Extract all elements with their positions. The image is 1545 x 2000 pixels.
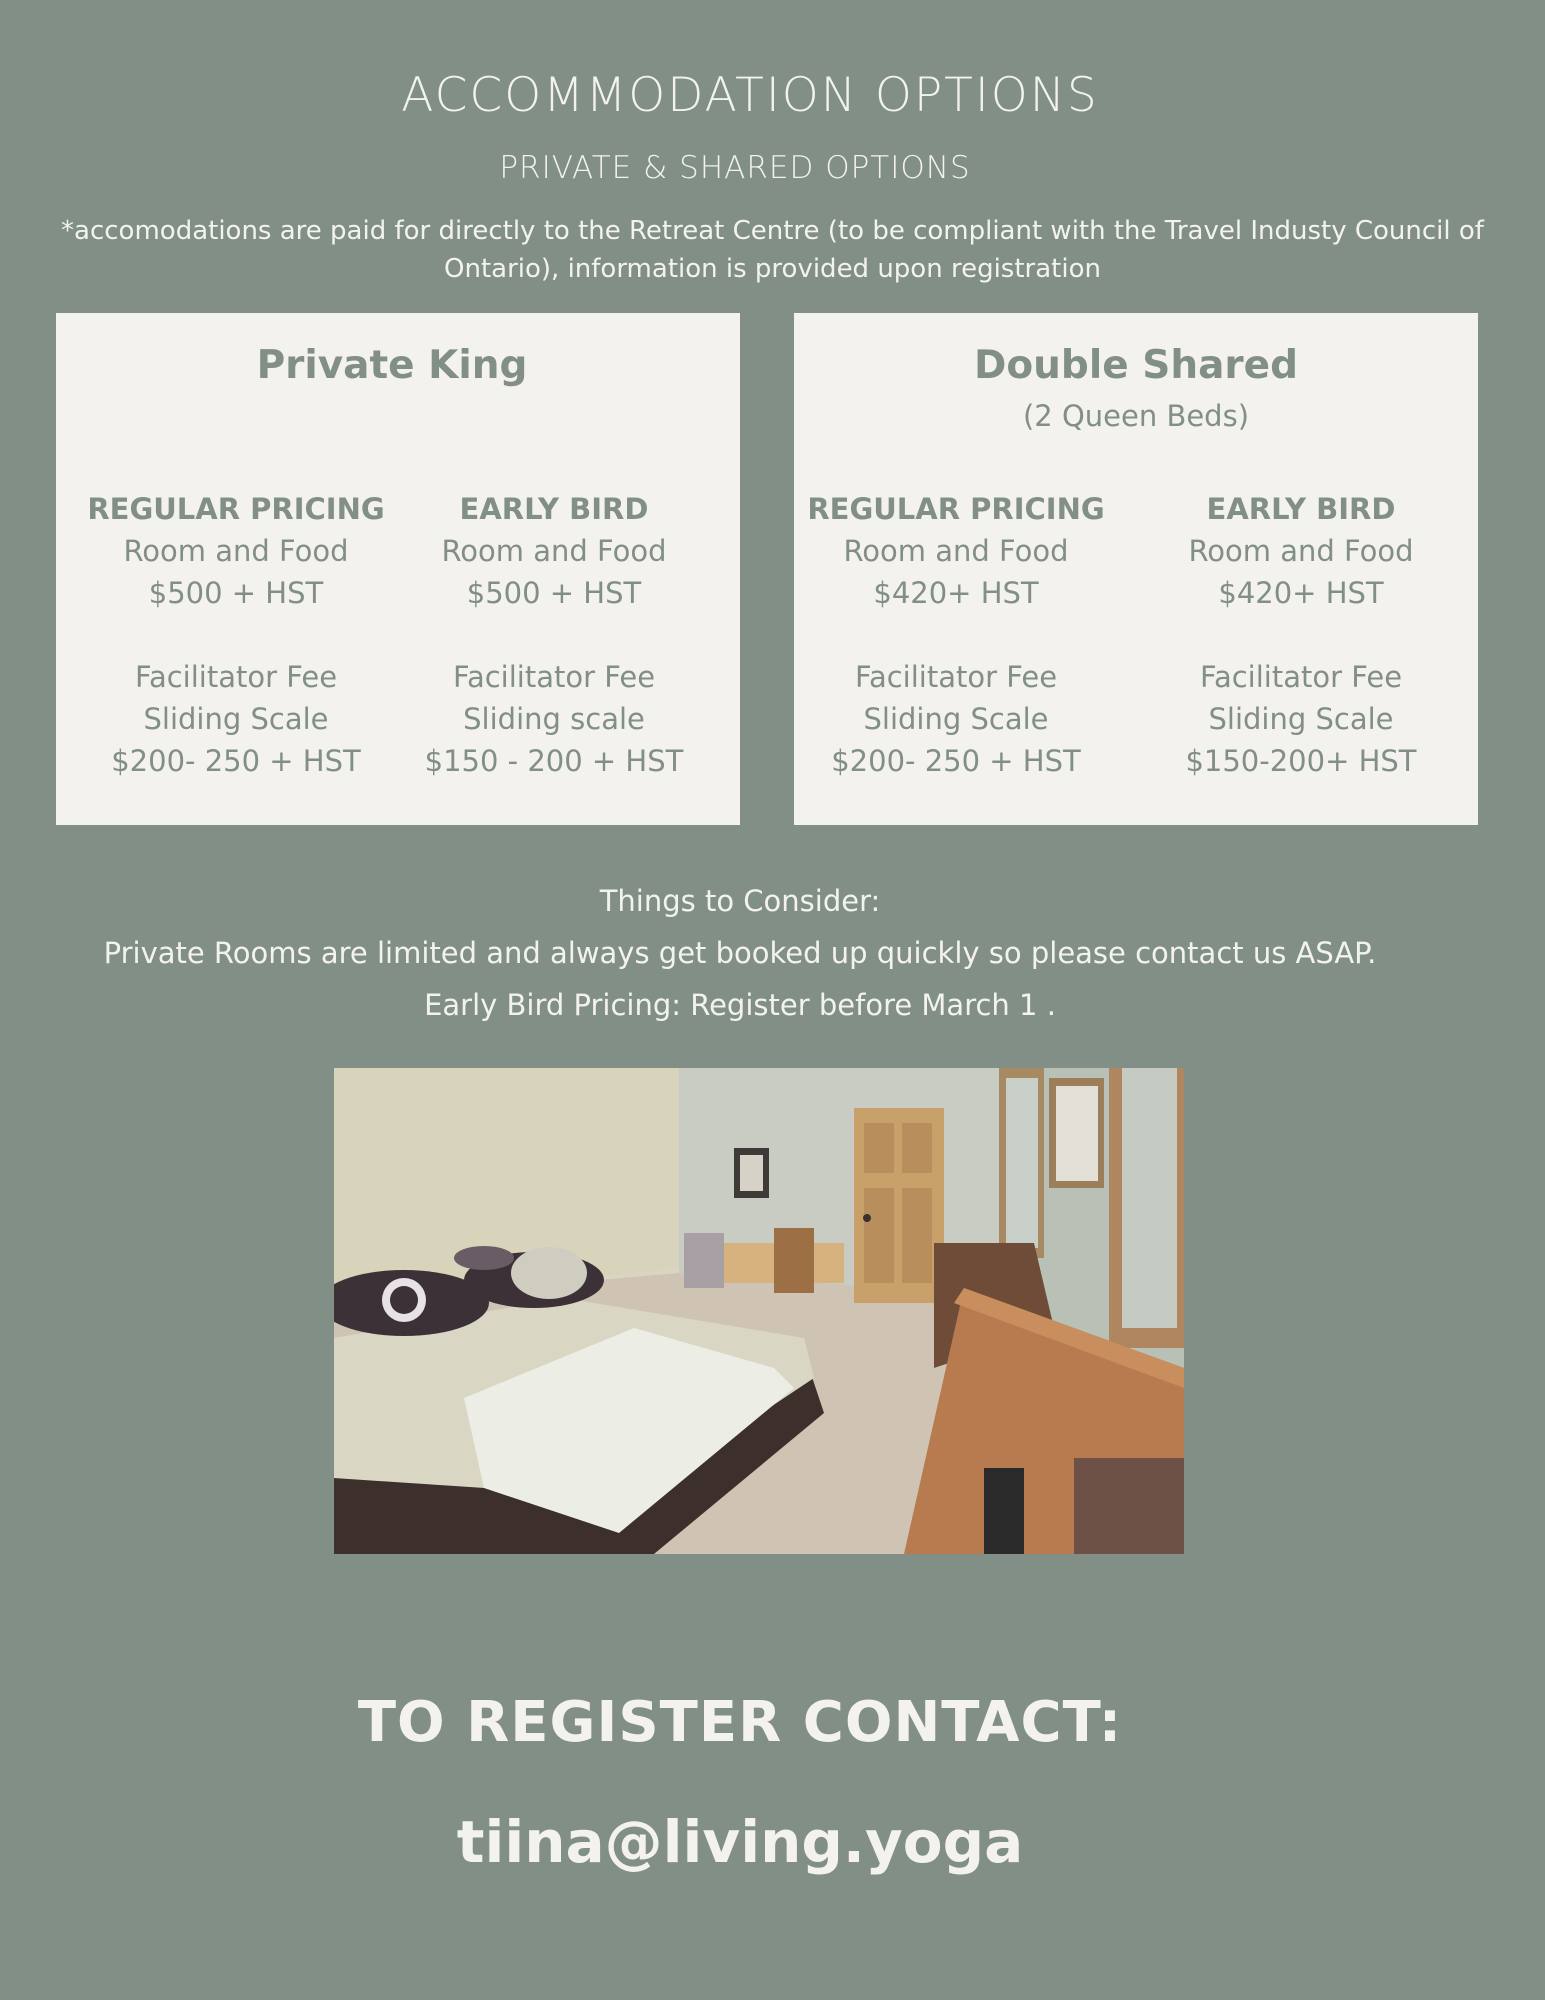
fee-label: Facilitator Fee <box>452 660 656 694</box>
fee-price: $150 - 200 + HST <box>424 744 684 778</box>
regular-pricing-column <box>76 488 396 782</box>
fee-price: $200- 250 + HST <box>111 744 361 778</box>
page-subtitle: PRIVATE & SHARED OPTIONS <box>499 150 971 186</box>
room-price: $420+ HST <box>1218 576 1384 610</box>
regular-pricing-column <box>796 488 1116 782</box>
consider-line-early-bird: Early Bird Pricing: Register before March 1 . <box>424 988 1056 1022</box>
column-heading: EARLY BIRD <box>1206 492 1396 526</box>
fee-price: $150-200+ HST <box>1185 744 1417 778</box>
fee-label: Facilitator Fee <box>1199 660 1403 694</box>
card-title: Private King <box>256 343 528 388</box>
private-king-card <box>56 313 740 825</box>
consider-heading: Things to Consider: <box>599 884 881 918</box>
double-shared-card <box>794 313 1478 825</box>
card-subtitle: (2 Queen Beds) <box>1022 399 1250 433</box>
column-heading: REGULAR PRICING <box>807 492 1105 526</box>
fee-scale: Sliding Scale <box>863 702 1049 736</box>
bedroom-photo <box>334 1068 1184 1554</box>
things-to-consider <box>0 875 1480 1031</box>
room-label: Room and Food <box>1188 534 1414 568</box>
fee-scale: Sliding Scale <box>1208 702 1394 736</box>
early-bird-column <box>1141 488 1461 782</box>
room-price: $420+ HST <box>873 576 1039 610</box>
column-heading: REGULAR PRICING <box>87 492 385 526</box>
consider-line-private-rooms: Private Rooms are limited and always get booked up quickly so please contact us ASAP. <box>103 936 1377 970</box>
payment-note: *accomodations are paid for directly to the Retreat Centre (to be compliant with the Travel Industy Council of Ontario), information is provided upon registration <box>61 216 1484 284</box>
page-title: ACCOMMODATION OPTIONS <box>401 68 1099 123</box>
room-price: $500 + HST <box>466 576 642 610</box>
room-price: $500 + HST <box>148 576 324 610</box>
early-bird-column <box>394 488 714 782</box>
fee-label: Facilitator Fee <box>854 660 1058 694</box>
room-label: Room and Food <box>123 534 349 568</box>
column-heading: EARLY BIRD <box>459 492 649 526</box>
register-contact-heading: TO REGISTER CONTACT: <box>357 1690 1123 1755</box>
fee-scale: Sliding scale <box>463 702 645 736</box>
fee-label: Facilitator Fee <box>134 660 338 694</box>
fee-scale: Sliding Scale <box>143 702 329 736</box>
card-title: Double Shared <box>973 343 1299 388</box>
room-label: Room and Food <box>441 534 667 568</box>
room-label: Room and Food <box>843 534 1069 568</box>
fee-price: $200- 250 + HST <box>831 744 1081 778</box>
contact-email[interactable]: tiina@living.yoga <box>456 1808 1024 1876</box>
